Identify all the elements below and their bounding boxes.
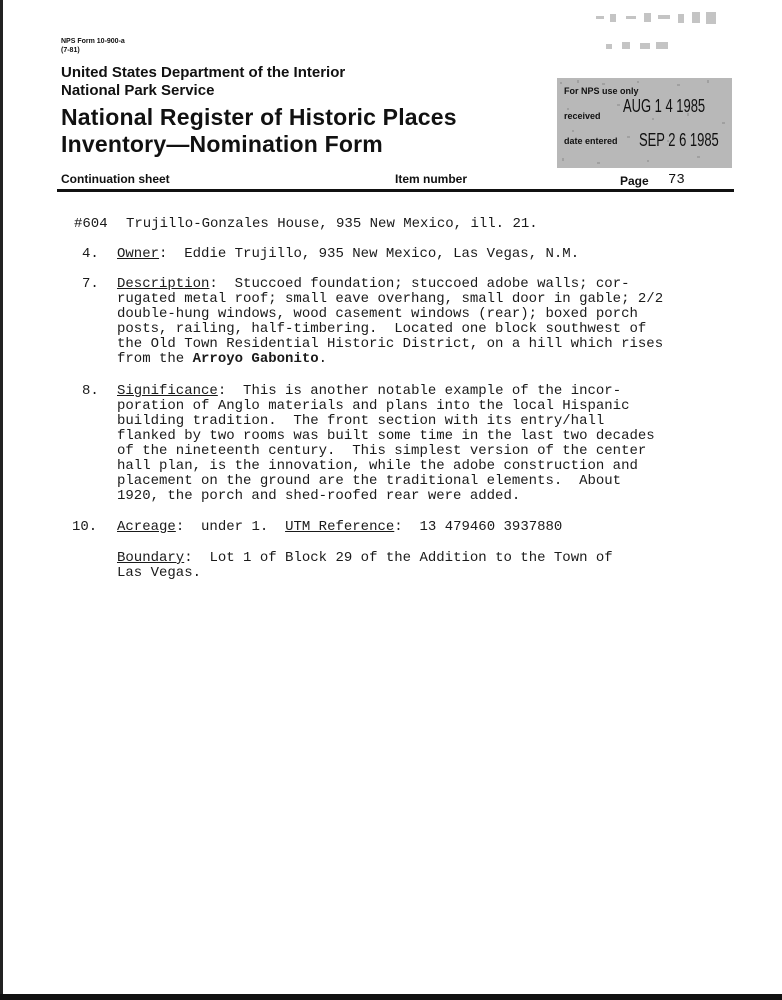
page-label: Page — [620, 174, 649, 188]
significance-line-1: Significance: This is another notable example of the incor- — [117, 383, 622, 399]
description-item-number: 7. — [82, 276, 99, 292]
significance-line-2: poration of Anglo materials and plans into the local Hispanic — [117, 398, 630, 414]
header-rule — [57, 189, 734, 192]
owner-label: Owner — [117, 246, 160, 262]
boundary-line-2: Las Vegas. — [117, 565, 202, 581]
stamp-received-date: AUG 1 4 1985 — [623, 96, 706, 116]
form-title-line-2: Inventory—Nomination Form — [61, 131, 383, 157]
significance-item-number: 8. — [82, 383, 99, 399]
scan-bottom-edge — [0, 994, 782, 1000]
description-line-1: Description: Stuccoed foundation; stuccoed adobe walls; cor- — [117, 276, 630, 292]
owner-row: Owner: Eddie Trujillo, 935 New Mexico, Las Vegas, N.M. — [117, 246, 580, 262]
scan-left-edge — [0, 0, 3, 1000]
form-date: (7-81) — [61, 47, 80, 54]
description-label: Description — [117, 276, 210, 292]
acreage-row: Acreage: under 1. UTM Reference: 13 479460 3937880 — [117, 519, 563, 535]
significance-line-7: placement on the ground are the traditional elements. About — [117, 473, 622, 489]
significance-line-8: 1920, the porch and shed-roofed rear were added. — [117, 488, 521, 504]
description-line-6 — [117, 352, 327, 367]
boundary-text-1: Lot 1 of Block 29 of the Addition to the Town of — [209, 550, 613, 566]
description-end-period: . — [318, 351, 328, 367]
stamp-nps-use-only: For NPS use only — [564, 86, 639, 96]
acreage-value: under 1. — [201, 519, 269, 535]
page-number: 73 — [668, 172, 685, 188]
form-number: NPS Form 10-900-a — [61, 38, 125, 45]
significance-label: Significance — [117, 383, 218, 399]
acreage-label: Acreage — [117, 519, 176, 535]
significance-line-4: flanked by two rooms was built some time in the last two decades — [117, 428, 655, 444]
item-number-label: Item number — [395, 172, 468, 186]
stamp-date-entered-label: date entered — [564, 136, 618, 146]
nps-use-only-stamp — [557, 78, 732, 168]
description-text-6: from the — [117, 351, 193, 367]
owner-item-number: 4. — [82, 246, 99, 262]
entry-number: #604 — [74, 216, 108, 232]
owner-text: Eddie Trujillo, 935 New Mexico, Las Vegas, N.M. — [184, 246, 580, 262]
description-line-2: rugated metal roof; small eave overhang, small door in gable; 2/2 — [117, 291, 664, 307]
agency-block — [61, 64, 345, 100]
significance-line-6: hall plan, is the innovation, while the adobe construction and — [117, 458, 638, 474]
stamp-entered-date: SEP 2 6 1985 — [639, 130, 719, 150]
significance-line-3: building tradition. The front section with its entry/hall — [117, 413, 605, 429]
significance-text-1: This is another notable example of the incor- — [243, 383, 622, 399]
utm-label: UTM Reference — [285, 519, 395, 535]
continuation-sheet-label: Continuation sheet — [61, 172, 170, 186]
service-name: National Park Service — [61, 82, 215, 99]
arroyo-name: Arroyo Gabonito — [192, 351, 319, 367]
description-line-3: double-hung windows, wood casement windows (rear); boxed porch — [117, 306, 638, 322]
faint-scan-marks — [596, 6, 736, 56]
form-title-line-1: National Register of Historic Places — [61, 104, 457, 130]
boundary-line-1: Boundary: Lot 1 of Block 29 of the Addition to the Town of — [117, 550, 613, 566]
entry-heading: Trujillo-Gonzales House, 935 New Mexico, ill. 21. — [126, 216, 538, 232]
form-number-block — [61, 37, 125, 55]
acreage-item-number: 10. — [72, 519, 98, 535]
boundary-label: Boundary — [117, 550, 185, 566]
description-line-4: posts, railing, half-timbering. Located one block southwest of — [117, 321, 647, 337]
significance-line-5: of the nineteenth century. This simplest version of the center — [117, 443, 647, 459]
description-line-5: the Old Town Residential Historic District, on a hill which rises — [117, 336, 664, 352]
department-name: United States Department of the Interior — [61, 64, 346, 81]
form-title — [61, 104, 457, 158]
utm-value: 13 479460 3937880 — [419, 519, 563, 535]
stamp-received-label: received — [564, 111, 601, 121]
description-text-1: Stuccoed foundation; stuccoed adobe walls; cor- — [234, 276, 630, 292]
